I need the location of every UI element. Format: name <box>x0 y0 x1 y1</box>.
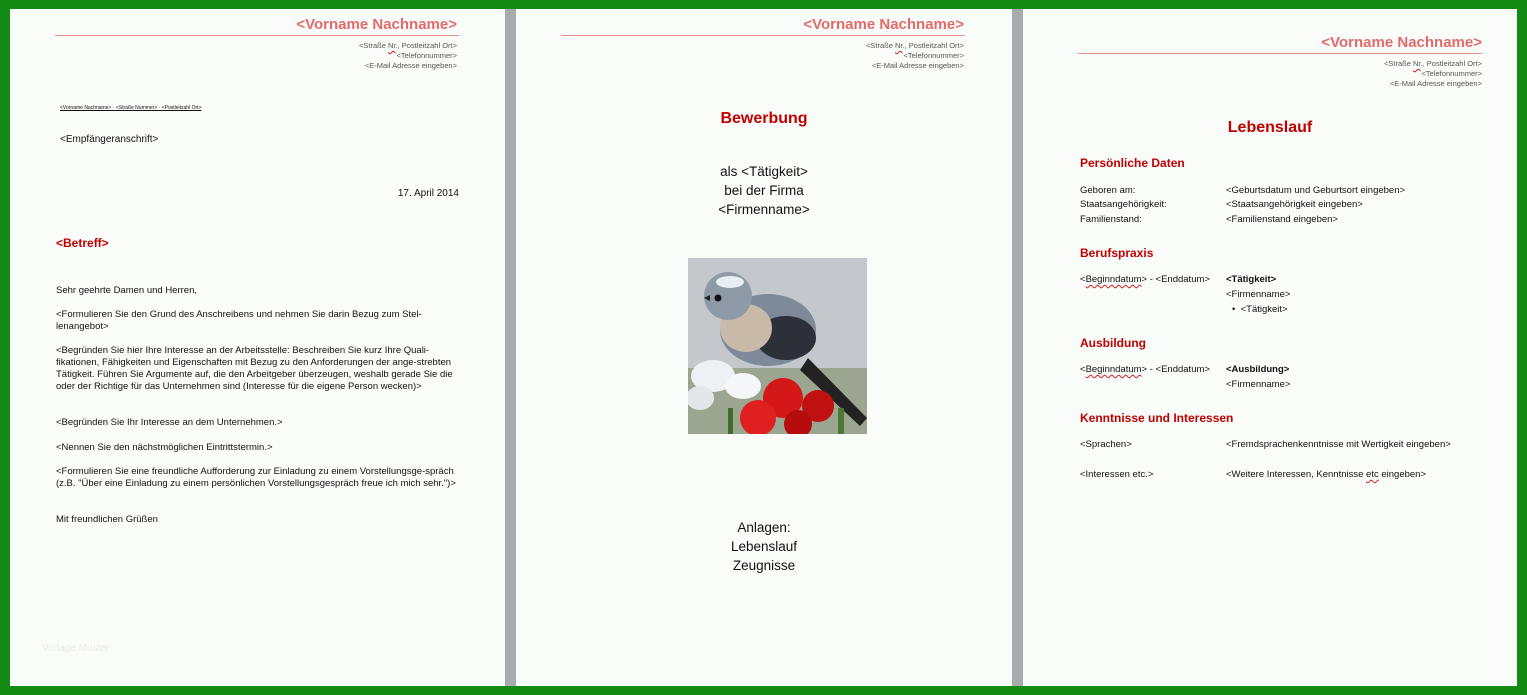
sender-phone: <Telefonnummer> <box>396 51 457 60</box>
interests-value: <Weitere Interessen, Kenntnisse etc eingeben> <box>1226 469 1427 480</box>
sender-email: <E-Mail Adresse eingeben> <box>1389 79 1482 88</box>
section-education-heading: Ausbildung <box>1080 336 1146 350</box>
sender-street: <Straße Nr., Postleitzahl Ort> <box>359 41 457 50</box>
attachments-block <box>516 518 1012 575</box>
experience-job-title: <Tätigkeit> <box>1226 274 1277 285</box>
sender-street: <Straße Nr., Postleitzahl Ort> <box>866 41 964 50</box>
education-company: <Firmenname> <box>1226 379 1291 390</box>
position-line: als <Tätigkeit> <box>720 164 808 179</box>
header-rule <box>1078 53 1482 54</box>
sender-name: <Vorname Nachname> <box>803 16 964 33</box>
experience-bullet: • <Tätigkeit> <box>1232 304 1288 315</box>
section-experience-heading: Berufspraxis <box>1080 246 1154 260</box>
section-skills-heading: Kenntnisse und Interessen <box>1080 411 1234 425</box>
document-viewer <box>10 9 1517 686</box>
family-status-label: Familienstand: <box>1080 214 1142 225</box>
paragraph-invitation: <Formulieren Sie eine freundliche Aufforderung zur Einladung zu einem Vorstellungsge-spräch (z.B. "Über eine Einladung zu einem persönlichen Vorstellungsgespräch freue ich mich sehr.")> <box>56 466 456 489</box>
sender-name: <Vorname Nachname> <box>296 16 457 33</box>
salutation: Sehr geehrte Damen und Herren, <box>56 285 197 296</box>
header-rule <box>561 35 965 36</box>
sender-phone: <Telefonnummer> <box>1421 69 1482 78</box>
sender-address <box>359 41 457 71</box>
experience-company: <Firmenname> <box>1226 289 1291 300</box>
education-date-range: <Beginndatum> - <Enddatum> <box>1080 364 1210 375</box>
position-block <box>516 162 1012 219</box>
watermark: Vorlage Muster <box>42 643 110 654</box>
applicant-photo <box>688 258 867 434</box>
bullet-icon: • <box>1232 304 1241 315</box>
page-cover-letter <box>10 9 505 686</box>
nationality-value: <Staatsangehörigkeit eingeben> <box>1226 199 1363 210</box>
section-personal-heading: Persönliche Daten <box>1080 156 1185 170</box>
application-title: Bewerbung <box>720 110 808 127</box>
languages-value: <Fremdsprachenkenntnisse mit Wertigkeit eingeben> <box>1226 439 1451 450</box>
attachment-cv: Lebenslauf <box>730 539 798 554</box>
company-line: bei der Firma <box>724 183 804 198</box>
paragraph-reason: <Formulieren Sie den Grund des Anschreibens und nehmen Sie darin Bezug zum Stel-lenangebot> <box>56 309 422 332</box>
sender-email: <E-Mail Adresse eingeben> <box>364 61 457 70</box>
family-status-value: <Familienstand eingeben> <box>1226 214 1338 225</box>
attachments-label: Anlagen: <box>737 520 791 535</box>
languages-label: <Sprachen> <box>1080 439 1132 450</box>
paragraph-start-date: <Nennen Sie den nächstmöglichen Eintrittstermin.> <box>56 442 273 453</box>
paragraph-company-interest: <Begründen Sie Ihr Interesse an dem Unternehmen.> <box>56 417 283 428</box>
sender-phone: <Telefonnummer> <box>903 51 964 60</box>
born-label: Geboren am: <box>1080 185 1136 196</box>
education-degree: <Ausbildung> <box>1226 364 1290 375</box>
sender-address <box>866 41 964 71</box>
closing: Mit freundlichen Grüßen <box>56 514 158 525</box>
interests-label: <Interessen etc.> <box>1080 469 1154 480</box>
letter-date: 17. April 2014 <box>397 188 459 199</box>
sender-name: <Vorname Nachname> <box>1321 34 1482 51</box>
born-value: <Geburtsdatum und Geburtsort eingeben> <box>1226 185 1406 196</box>
cv-title: Lebenslauf <box>1227 119 1313 136</box>
page-cv <box>1023 9 1517 686</box>
experience-date-range: <Beginndatum> - <Enddatum> <box>1080 274 1210 285</box>
company-name-line: <Firmenname> <box>718 202 810 217</box>
nationality-label: Staatsangehörigkeit: <box>1080 199 1167 210</box>
page-title-sheet <box>516 9 1012 686</box>
attachment-certificates: Zeugnisse <box>732 558 796 573</box>
header-rule <box>55 35 459 36</box>
sender-email: <E-Mail Adresse eingeben> <box>871 61 964 70</box>
recipient-address: <Empfängeranschrift> <box>60 134 159 145</box>
letter-subject: <Betreff> <box>56 236 109 250</box>
paragraph-qualifications: <Begründen Sie hier Ihre Interesse an der Arbeitsstelle: Beschreiben Sie kurz Ihre Quali-fikationen, Fähigkeiten und Eigenschaften mit Bezug zu den Anforderungen der ange-strebten Tätigkeit. Führen Sie Argumente auf, die den Arbeitgeber überzeugen, weshalb gerade Sie die oder der Richtige für das Unternehmen sind (Interesse für die eigene Person wecken)> <box>56 345 453 392</box>
sender-street: <Straße Nr., Postleitzahl Ort> <box>1384 59 1482 68</box>
return-address-line: <Vorname Nachname> · <Straße Nummer> · <Postleitzahl Ort> <box>60 105 202 111</box>
sender-address <box>1384 59 1482 89</box>
